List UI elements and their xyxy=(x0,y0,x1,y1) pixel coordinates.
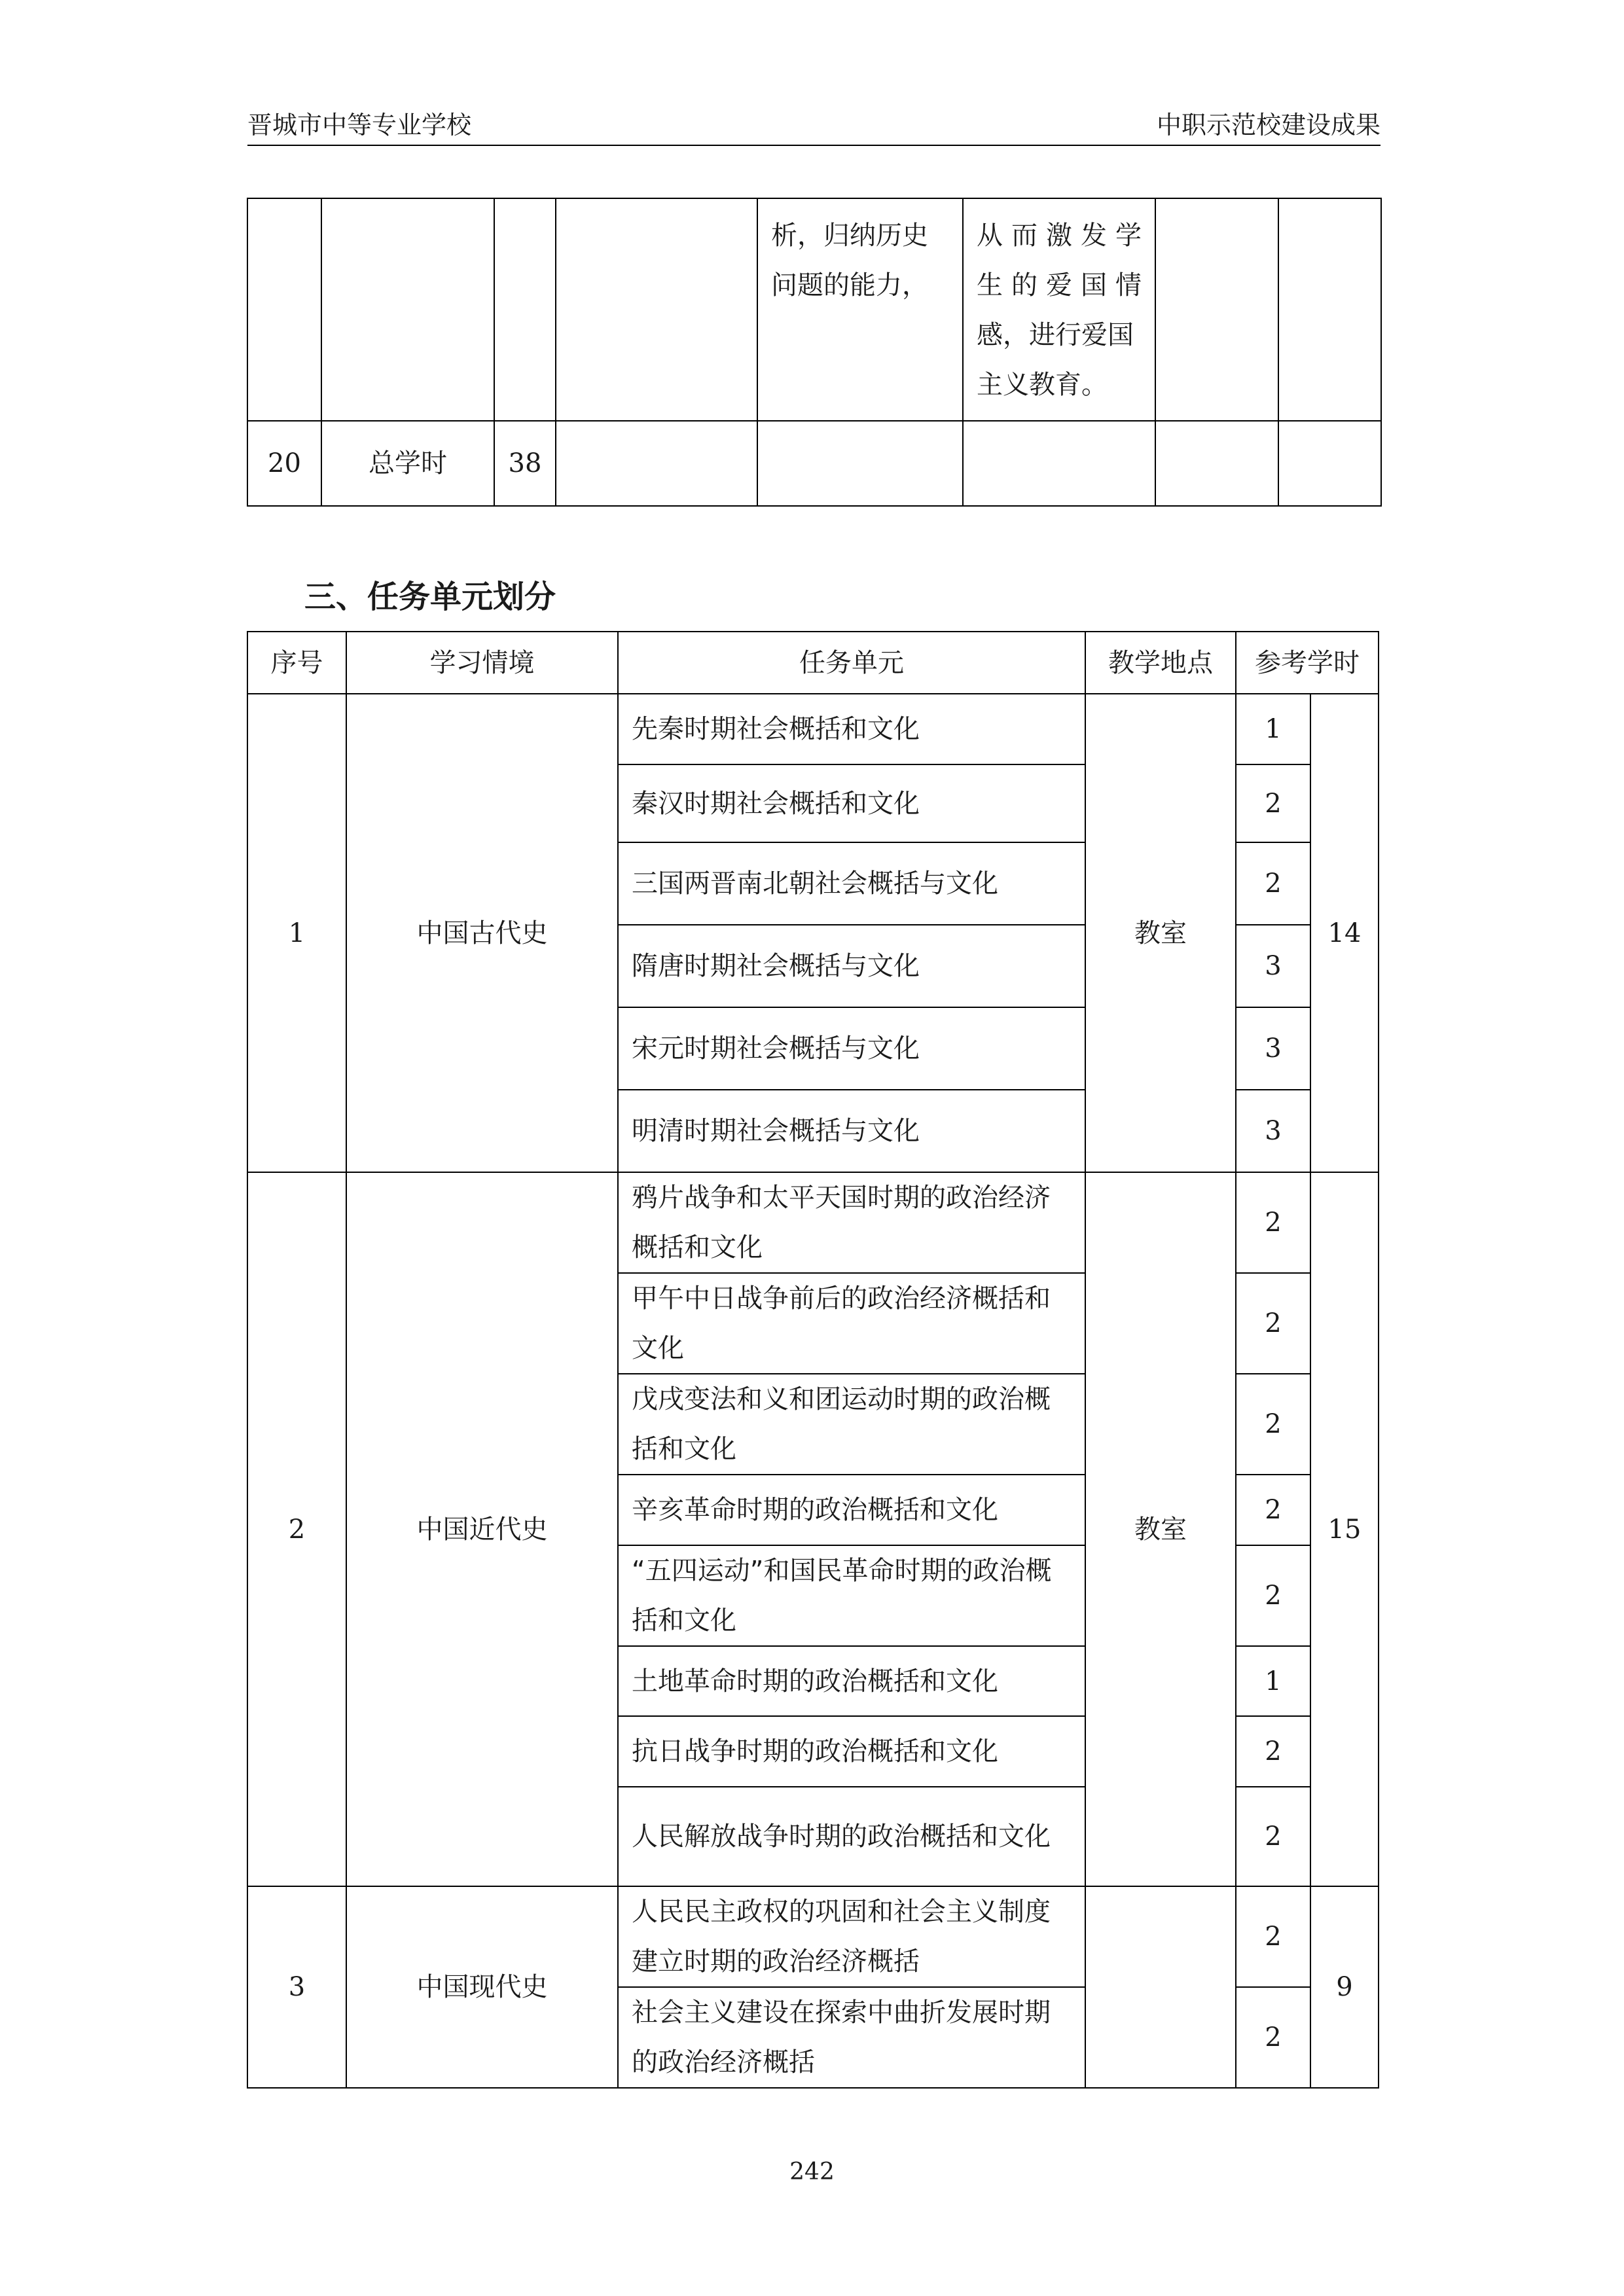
unit-name: 人民解放战争时期的政治概括和文化 xyxy=(618,1787,1085,1886)
table-row xyxy=(247,1172,1379,1273)
group-index: 1 xyxy=(247,694,346,1172)
header-index: 序号 xyxy=(247,632,346,694)
header-hours: 参考学时 xyxy=(1236,632,1379,694)
unit-hours: 2 xyxy=(1236,1273,1310,1374)
unit-name: 三国两晋南北朝社会概括与文化 xyxy=(618,842,1085,925)
unit-hours: 3 xyxy=(1236,1090,1310,1172)
goal-cell xyxy=(963,198,1155,421)
cell-line: 生的爱国情 xyxy=(977,270,1142,300)
unit-name: 宋元时期社会概括与文化 xyxy=(618,1007,1085,1090)
unit-hours: 2 xyxy=(1236,764,1310,842)
header-situation: 学习情境 xyxy=(346,632,618,694)
unit-hours: 2 xyxy=(1236,1886,1310,1987)
unit-name: 社会主义建设在探索中曲折发展时期的政治经济概括 xyxy=(618,1987,1085,2088)
unit-hours: 3 xyxy=(1236,925,1310,1007)
unit-hours: 2 xyxy=(1236,842,1310,925)
table-row xyxy=(247,694,1379,764)
table-row xyxy=(247,1886,1379,1987)
page-number: 242 xyxy=(789,2159,835,2185)
header-place: 教学地点 xyxy=(1085,632,1236,694)
unit-name: 先秦时期社会概括和文化 xyxy=(618,694,1085,764)
table-row xyxy=(247,198,1381,421)
cell-line: 问题的能力， xyxy=(771,270,928,300)
unit-name: 抗日战争时期的政治概括和文化 xyxy=(618,1716,1085,1787)
group-place: 教室 xyxy=(1085,694,1236,1172)
cell-line: 从而激发学 xyxy=(977,221,1142,251)
unit-hours: 2 xyxy=(1236,1787,1310,1886)
unit-name: 戊戌变法和义和团运动时期的政治概括和文化 xyxy=(618,1374,1085,1475)
unit-hours: 2 xyxy=(1236,1172,1310,1273)
total-label: 总学时 xyxy=(321,421,494,506)
unit-hours: 3 xyxy=(1236,1007,1310,1090)
cell-line: 主义教育。 xyxy=(977,370,1108,400)
group-index: 3 xyxy=(247,1886,346,2088)
unit-name: 鸦片战争和太平天国时期的政治经济概括和文化 xyxy=(618,1172,1085,1273)
group-total-hours: 14 xyxy=(1310,694,1379,1172)
previous-table xyxy=(247,198,1382,507)
group-situation: 中国古代史 xyxy=(346,694,618,1172)
total-row xyxy=(247,421,1381,506)
total-hours: 38 xyxy=(494,421,556,506)
unit-hours: 1 xyxy=(1236,1646,1310,1716)
table-header-row xyxy=(247,632,1379,694)
section-title: 三、任务单元划分 xyxy=(304,579,556,615)
unit-name: 人民民主政权的巩固和社会主义制度建立时期的政治经济概括 xyxy=(618,1886,1085,1987)
group-situation: 中国近代史 xyxy=(346,1172,618,1886)
header-unit: 任务单元 xyxy=(618,632,1085,694)
unit-hours: 2 xyxy=(1236,1475,1310,1545)
unit-hours: 2 xyxy=(1236,1987,1310,2088)
group-total-hours: 15 xyxy=(1310,1172,1379,1886)
unit-name: 明清时期社会概括与文化 xyxy=(618,1090,1085,1172)
unit-name: “五四运动”和国民革命时期的政治概括和文化 xyxy=(618,1545,1085,1646)
unit-name: 隋唐时期社会概括与文化 xyxy=(618,925,1085,1007)
header-school-name: 晋城市中等专业学校 xyxy=(247,111,472,139)
group-index: 2 xyxy=(247,1172,346,1886)
group-place xyxy=(1085,1886,1236,2088)
header-document-title: 中职示范校建设成果 xyxy=(1156,111,1380,139)
unit-name: 辛亥革命时期的政治概括和文化 xyxy=(618,1475,1085,1545)
cell-line: 感，进行爱国 xyxy=(977,320,1134,350)
cell-line: 析，归纳历史 xyxy=(771,221,928,251)
group-total-hours: 9 xyxy=(1310,1886,1379,2088)
objective-cell xyxy=(757,198,963,421)
unit-hours: 1 xyxy=(1236,694,1310,764)
group-situation: 中国现代史 xyxy=(346,1886,618,2088)
unit-name: 土地革命时期的政治概括和文化 xyxy=(618,1646,1085,1716)
unit-name: 甲午中日战争前后的政治经济概括和文化 xyxy=(618,1273,1085,1374)
unit-hours: 2 xyxy=(1236,1716,1310,1787)
unit-name: 秦汉时期社会概括和文化 xyxy=(618,764,1085,842)
unit-hours: 2 xyxy=(1236,1374,1310,1475)
header-divider xyxy=(247,145,1380,146)
group-place: 教室 xyxy=(1085,1172,1236,1886)
task-units-table xyxy=(247,631,1379,2089)
total-index: 20 xyxy=(247,421,321,506)
unit-hours: 2 xyxy=(1236,1545,1310,1646)
